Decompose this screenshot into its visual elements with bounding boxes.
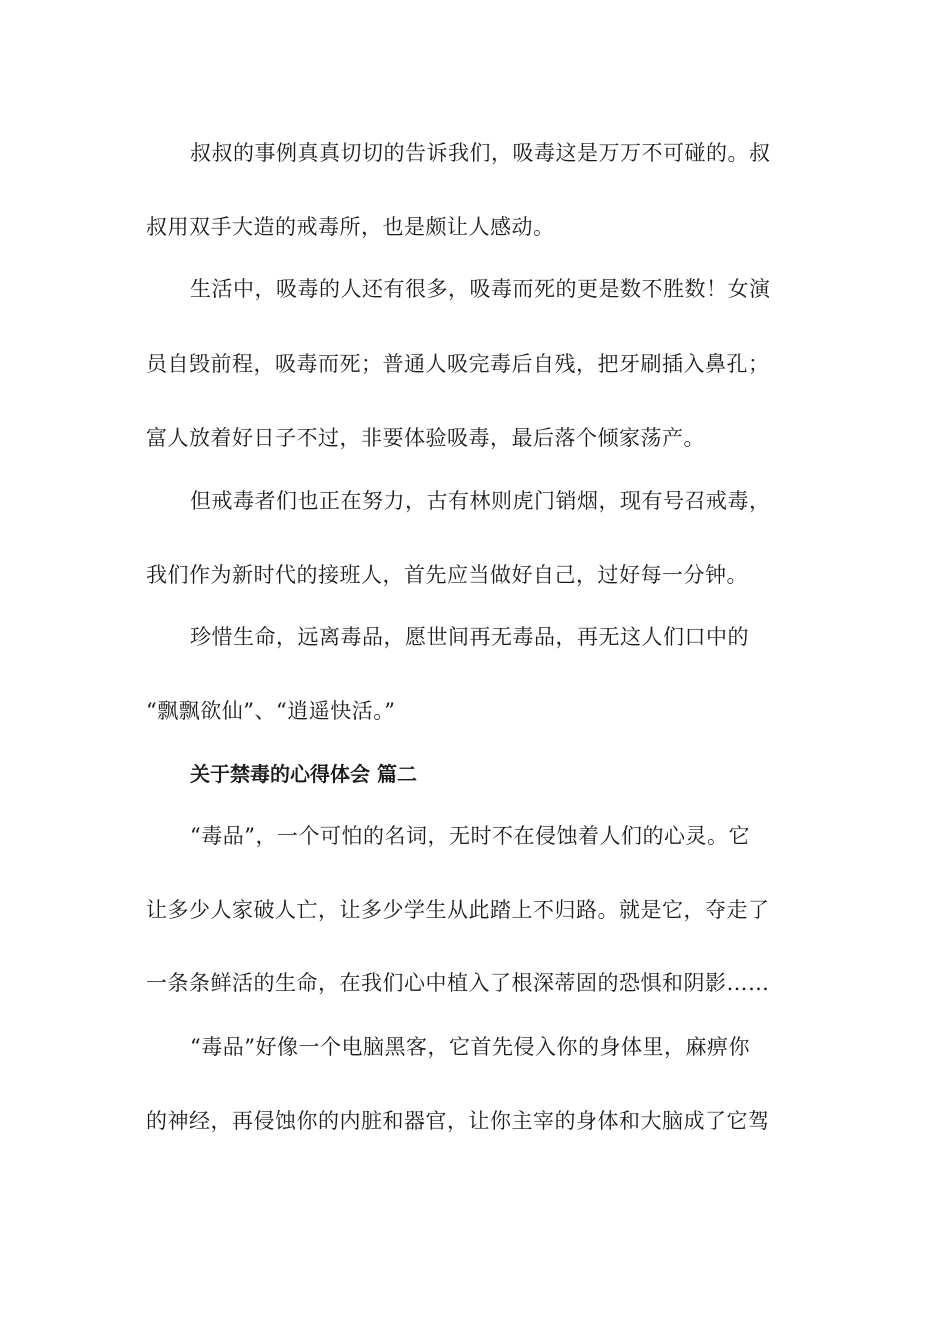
paragraph-3-line-2: 我们作为新时代的接班人，首先应当做好自己，过好每一分钟。 <box>146 563 748 587</box>
paragraph-4-line-2: “飘飘欲仙”、“逍遥快活。” <box>146 699 396 723</box>
paragraph-5-line-1: “毒品”，一个可怕的名词，无时不在侵蚀着人们的心灵。它 <box>190 824 750 848</box>
paragraph-4-line-1: 珍惜生命，远离毒品，愿世间再无毒品，再无这人们口中的 <box>190 625 749 649</box>
paragraph-3-line-1: 但戒毒者们也正在努力，古有林则虎门销烟，现有号召戒毒， <box>190 489 771 513</box>
paragraph-1-line-2: 叔用双手大造的戒毒所，也是颇让人感动。 <box>146 215 555 239</box>
paragraph-2-line-3: 富人放着好日子不过，非要体验吸毒，最后落个倾家荡产。 <box>146 426 705 450</box>
paragraph-5-line-3: 一条条鲜活的生命，在我们心中植入了根深蒂固的恐惧和阴影…… <box>146 971 770 995</box>
paragraph-6-line-2: 的神经，再侵蚀你的内脏和器官，让你主宰的身体和大脑成了它驾 <box>146 1109 770 1133</box>
paragraph-5-line-2: 让多少人家破人亡，让多少学生从此踏上不归路。就是它，夺走了 <box>146 898 770 922</box>
section-heading: 关于禁毒的心得体会 篇二 <box>190 762 417 786</box>
paragraph-2-line-1: 生活中，吸毒的人还有很多，吸毒而死的更是数不胜数！女演 <box>190 277 771 301</box>
paragraph-1-line-1: 叔叔的事例真真切切的告诉我们，吸毒这是万万不可碰的。叔 <box>190 141 771 165</box>
paragraph-6-line-1: “毒品”好像一个电脑黑客，它首先侵入你的身体里，麻痹你 <box>190 1035 750 1059</box>
paragraph-2-line-2: 员自毁前程，吸毒而死；普通人吸完毒后自残，把牙刷插入鼻孔； <box>146 352 770 376</box>
